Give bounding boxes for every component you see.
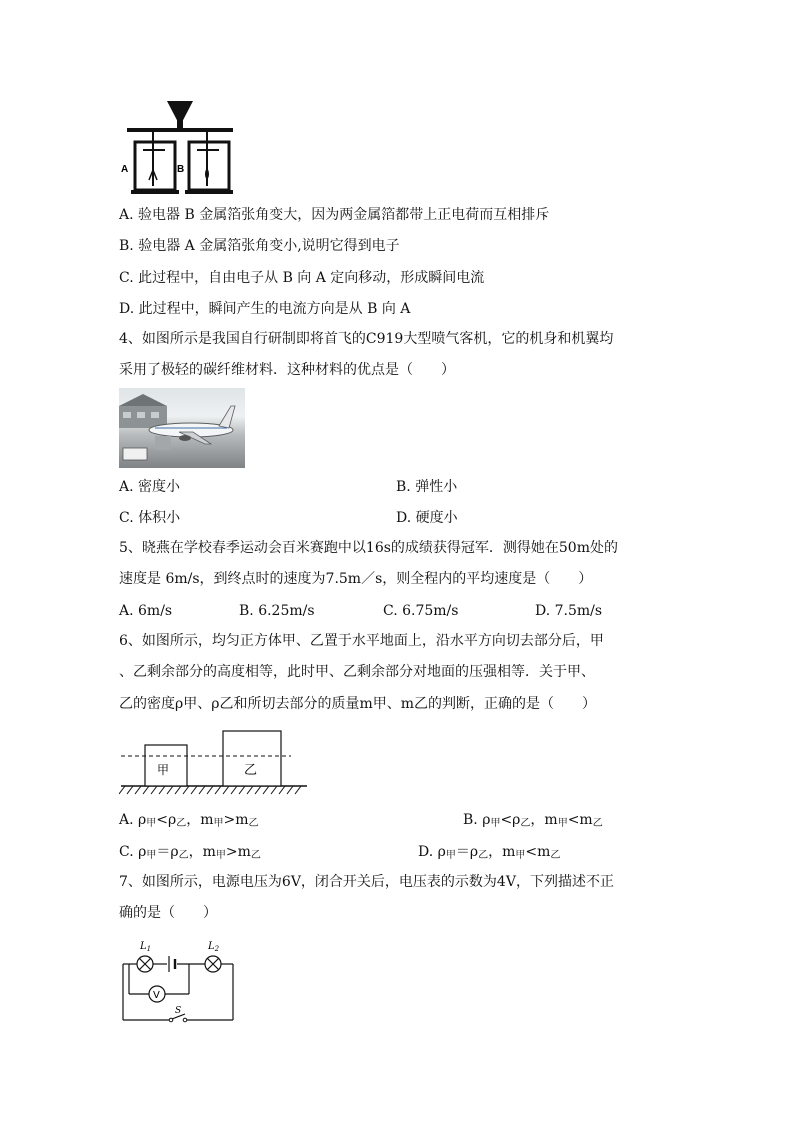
airplane-photo — [119, 388, 245, 468]
electroscope-figure — [119, 98, 239, 198]
q3-option-a: A. 验电器 B 金属箔张角变大，因为两金属箔都带上正电荷而互相排斥 — [119, 207, 550, 223]
q3-option-c: C. 此过程中，自由电子从 B 向 A 定向移动，形成瞬间电流 — [119, 270, 485, 286]
q5-option-c: C. 6.75m/s — [383, 603, 459, 619]
q6-option-c: C. $\rho_甲=\rho_乙$，$m_甲>m_乙$ — [119, 844, 261, 861]
q4-option-d: D. 硬度小 — [396, 510, 458, 526]
lamp-l2-icon — [205, 956, 221, 972]
lamp-l1-label: $L_1$ — [140, 941, 152, 953]
cubes-figure — [119, 728, 309, 800]
q4-option-b: B. 弹性小 — [396, 479, 458, 495]
q7-stem-line2: 确的是（ ） — [119, 905, 217, 921]
lamp-l2-label: $L_2$ — [208, 941, 220, 953]
circuit-figure — [119, 936, 239, 1026]
voltmeter-icon — [149, 986, 165, 1002]
q4-option-c: C. 体积小 — [119, 510, 181, 526]
switch-label: S — [175, 1006, 182, 1016]
q6-stem-line1: 6、如图所示，均匀正方体甲、乙置于水平地面上，沿水平方向切去部分后，甲 — [119, 633, 604, 649]
q6-option-a: A. $\rho_甲<\rho_乙$，$m_甲>m_乙$ — [119, 812, 259, 829]
q4-option-a: A. 密度小 — [119, 479, 181, 495]
q5-option-a: A. 6m/s — [119, 603, 173, 619]
q4-stem-line1: 4、如图所示是我国自行研制即将首飞的C919大型喷气客机，它的机身和机翼均 — [119, 331, 614, 347]
voltmeter-label: V — [153, 990, 160, 1001]
electroscope-label-b: B — [177, 164, 185, 175]
battery-icon — [169, 956, 175, 972]
q5-stem-line1: 5、晓燕在学校春季运动会百米赛跑中以16s的成绩获得冠军．测得她在50m处的 — [119, 540, 618, 556]
q5-option-b: B. 6.25m/s — [239, 603, 315, 619]
q6-stem-line2: 、乙剩余部分的高度相等，此时甲、乙剩余部分对地面的压强相等．关于甲、 — [119, 664, 595, 680]
q3-option-b: B. 验电器 A 金属箔张角变小,说明它得到电子 — [119, 238, 400, 254]
q5-option-d: D. 7.5m/s — [535, 603, 603, 619]
q5-stem-line2: 速度是 6m/s，到终点时的速度为7.5m／s，则全程内的平均速度是（ ） — [119, 571, 593, 587]
cube-jia-label: 甲 — [157, 763, 170, 777]
q4-stem-line2: 采用了极轻的碳纤维材料．这种材料的优点是（ ） — [119, 362, 455, 378]
q6-option-b: B. $\rho_甲<\rho_乙$，$m_甲<m_乙$ — [463, 812, 603, 829]
lamp-l1-icon — [137, 956, 153, 972]
q6-stem-line3: 乙的密度ρ甲、ρ乙和所切去部分的质量m甲、m乙的判断，正确的是（ ） — [119, 696, 597, 712]
q3-option-d: D. 此过程中，瞬间产生的电流方向是从 B 向 A — [119, 301, 411, 317]
q6-option-d: D. $\rho_甲=\rho_乙$，$m_甲<m_乙$ — [418, 844, 561, 861]
cube-yi-label: 乙 — [244, 763, 258, 778]
q7-stem-line1: 7、如图所示，电源电压为6V，闭合开关后，电压表的示数为4V，下列描述不正 — [119, 874, 614, 890]
electroscope-label-a: A — [121, 164, 129, 175]
